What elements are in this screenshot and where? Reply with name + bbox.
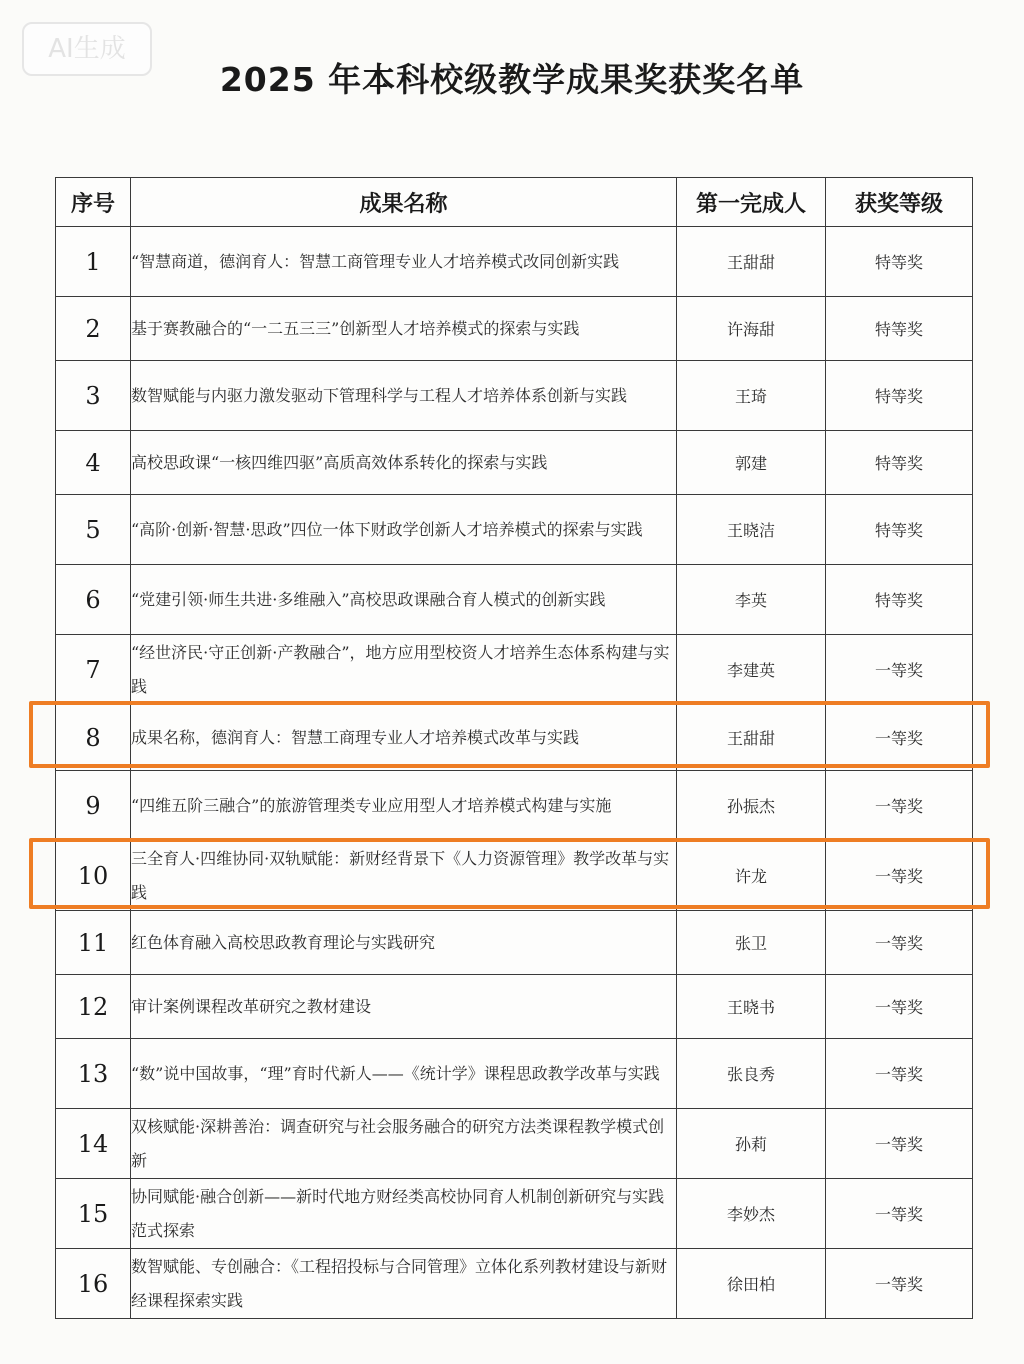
first-completer: 孙莉 [677, 1109, 826, 1179]
table-row [56, 565, 973, 635]
award-name: 高校思政课“一核四维四驱”高质高效体系转化的探索与实践 [131, 431, 677, 495]
award-level: 一等奖 [826, 1249, 973, 1319]
row-number: 10 [56, 841, 131, 911]
awards-table [55, 177, 973, 1319]
award-name: 红色体育融入高校思政教育理论与实践研究 [131, 911, 677, 975]
header-no: 序号 [56, 178, 131, 227]
first-completer: 徐田柏 [677, 1249, 826, 1319]
page-title: 2025 年本科校级教学成果奖获奖名单 [219, 60, 805, 99]
header-name: 成果名称 [131, 178, 677, 227]
row-number: 14 [56, 1109, 131, 1179]
table-row [56, 841, 973, 911]
award-name: “党建引领·师生共进·多维融入”高校思政课融合育人模式的创新实践 [131, 565, 677, 635]
award-name: 协同赋能·融合创新——新时代地方财经类高校协同育人机制创新研究与实践范式探索 [131, 1179, 677, 1249]
table-row [56, 771, 973, 841]
table-row [56, 1179, 973, 1249]
first-completer: 李妙杰 [677, 1179, 826, 1249]
award-name: “四维五阶三融合”的旅游管理类专业应用型人才培养模式构建与实施 [131, 771, 677, 841]
award-level: 一等奖 [826, 841, 973, 911]
table-header-row [56, 178, 973, 227]
award-level: 一等奖 [826, 635, 973, 705]
award-name: “数”说中国故事，“理”育时代新人——《统计学》课程思政教学改革与实践 [131, 1039, 677, 1109]
award-level: 一等奖 [826, 1179, 973, 1249]
award-name: 数智赋能、专创融合：《工程招投标与合同管理》立体化系列教材建设与新财经课程探索实践 [131, 1249, 677, 1319]
first-completer: 孙振杰 [677, 771, 826, 841]
award-level: 特等奖 [826, 227, 973, 297]
first-completer: 王晓洁 [677, 495, 826, 565]
table-row [56, 1109, 973, 1179]
row-number: 13 [56, 1039, 131, 1109]
header-person: 第一完成人 [677, 178, 826, 227]
award-name: 基于赛教融合的“一二五三三”创新型人才培养模式的探索与实践 [131, 297, 677, 361]
award-name: “经世济民·守正创新·产教融合”，地方应用型校资人才培养生态体系构建与实践 [131, 635, 677, 705]
row-number: 4 [56, 431, 131, 495]
row-number: 16 [56, 1249, 131, 1319]
table-row [56, 227, 973, 297]
table-row [56, 975, 973, 1039]
ai-generated-watermark: AI生成 [22, 22, 152, 76]
first-completer: 王甜甜 [677, 227, 826, 297]
award-level: 特等奖 [826, 565, 973, 635]
row-number: 15 [56, 1179, 131, 1249]
row-number: 1 [56, 227, 131, 297]
first-completer: 李英 [677, 565, 826, 635]
award-level: 特等奖 [826, 431, 973, 495]
award-name: 三全育人·四维协同·双轨赋能：新财经背景下《人力资源管理》教学改革与实践 [131, 841, 677, 911]
table-row [56, 495, 973, 565]
table-row [56, 431, 973, 495]
row-number: 6 [56, 565, 131, 635]
first-completer: 王晓书 [677, 975, 826, 1039]
table-row [56, 1249, 973, 1319]
first-completer: 许龙 [677, 841, 826, 911]
table-row [56, 361, 973, 431]
award-name: 双核赋能·深耕善治：调查研究与社会服务融合的研究方法类课程教学模式创新 [131, 1109, 677, 1179]
award-level: 一等奖 [826, 705, 973, 771]
award-name: “智慧商道，德润育人：智慧工商管理专业人才培养模式改同创新实践 [131, 227, 677, 297]
table-row [56, 297, 973, 361]
row-number: 9 [56, 771, 131, 841]
header-level: 获奖等级 [826, 178, 973, 227]
first-completer: 王琦 [677, 361, 826, 431]
award-name: 数智赋能与内驱力激发驱动下管理科学与工程人才培养体系创新与实践 [131, 361, 677, 431]
first-completer: 许海甜 [677, 297, 826, 361]
table-row [56, 705, 973, 771]
row-number: 12 [56, 975, 131, 1039]
first-completer: 王甜甜 [677, 705, 826, 771]
row-number: 11 [56, 911, 131, 975]
award-name: 成果名称，德润育人：智慧工商理专业人才培养模式改革与实践 [131, 705, 677, 771]
award-name: “高阶·创新·智慧·思政”四位一体下财政学创新人才培养模式的探索与实践 [131, 495, 677, 565]
row-number: 2 [56, 297, 131, 361]
first-completer: 张良秀 [677, 1039, 826, 1109]
award-level: 特等奖 [826, 495, 973, 565]
award-level: 一等奖 [826, 1039, 973, 1109]
first-completer: 李建英 [677, 635, 826, 705]
award-level: 一等奖 [826, 1109, 973, 1179]
first-completer: 张卫 [677, 911, 826, 975]
award-name: 审计案例课程改革研究之教材建设 [131, 975, 677, 1039]
first-completer: 郭建 [677, 431, 826, 495]
award-level: 一等奖 [826, 911, 973, 975]
award-level: 特等奖 [826, 361, 973, 431]
row-number: 3 [56, 361, 131, 431]
award-level: 一等奖 [826, 975, 973, 1039]
row-number: 5 [56, 495, 131, 565]
award-level: 特等奖 [826, 297, 973, 361]
table-row [56, 635, 973, 705]
table-row [56, 1039, 973, 1109]
table-row [56, 911, 973, 975]
award-level: 一等奖 [826, 771, 973, 841]
row-number: 8 [56, 705, 131, 771]
row-number: 7 [56, 635, 131, 705]
